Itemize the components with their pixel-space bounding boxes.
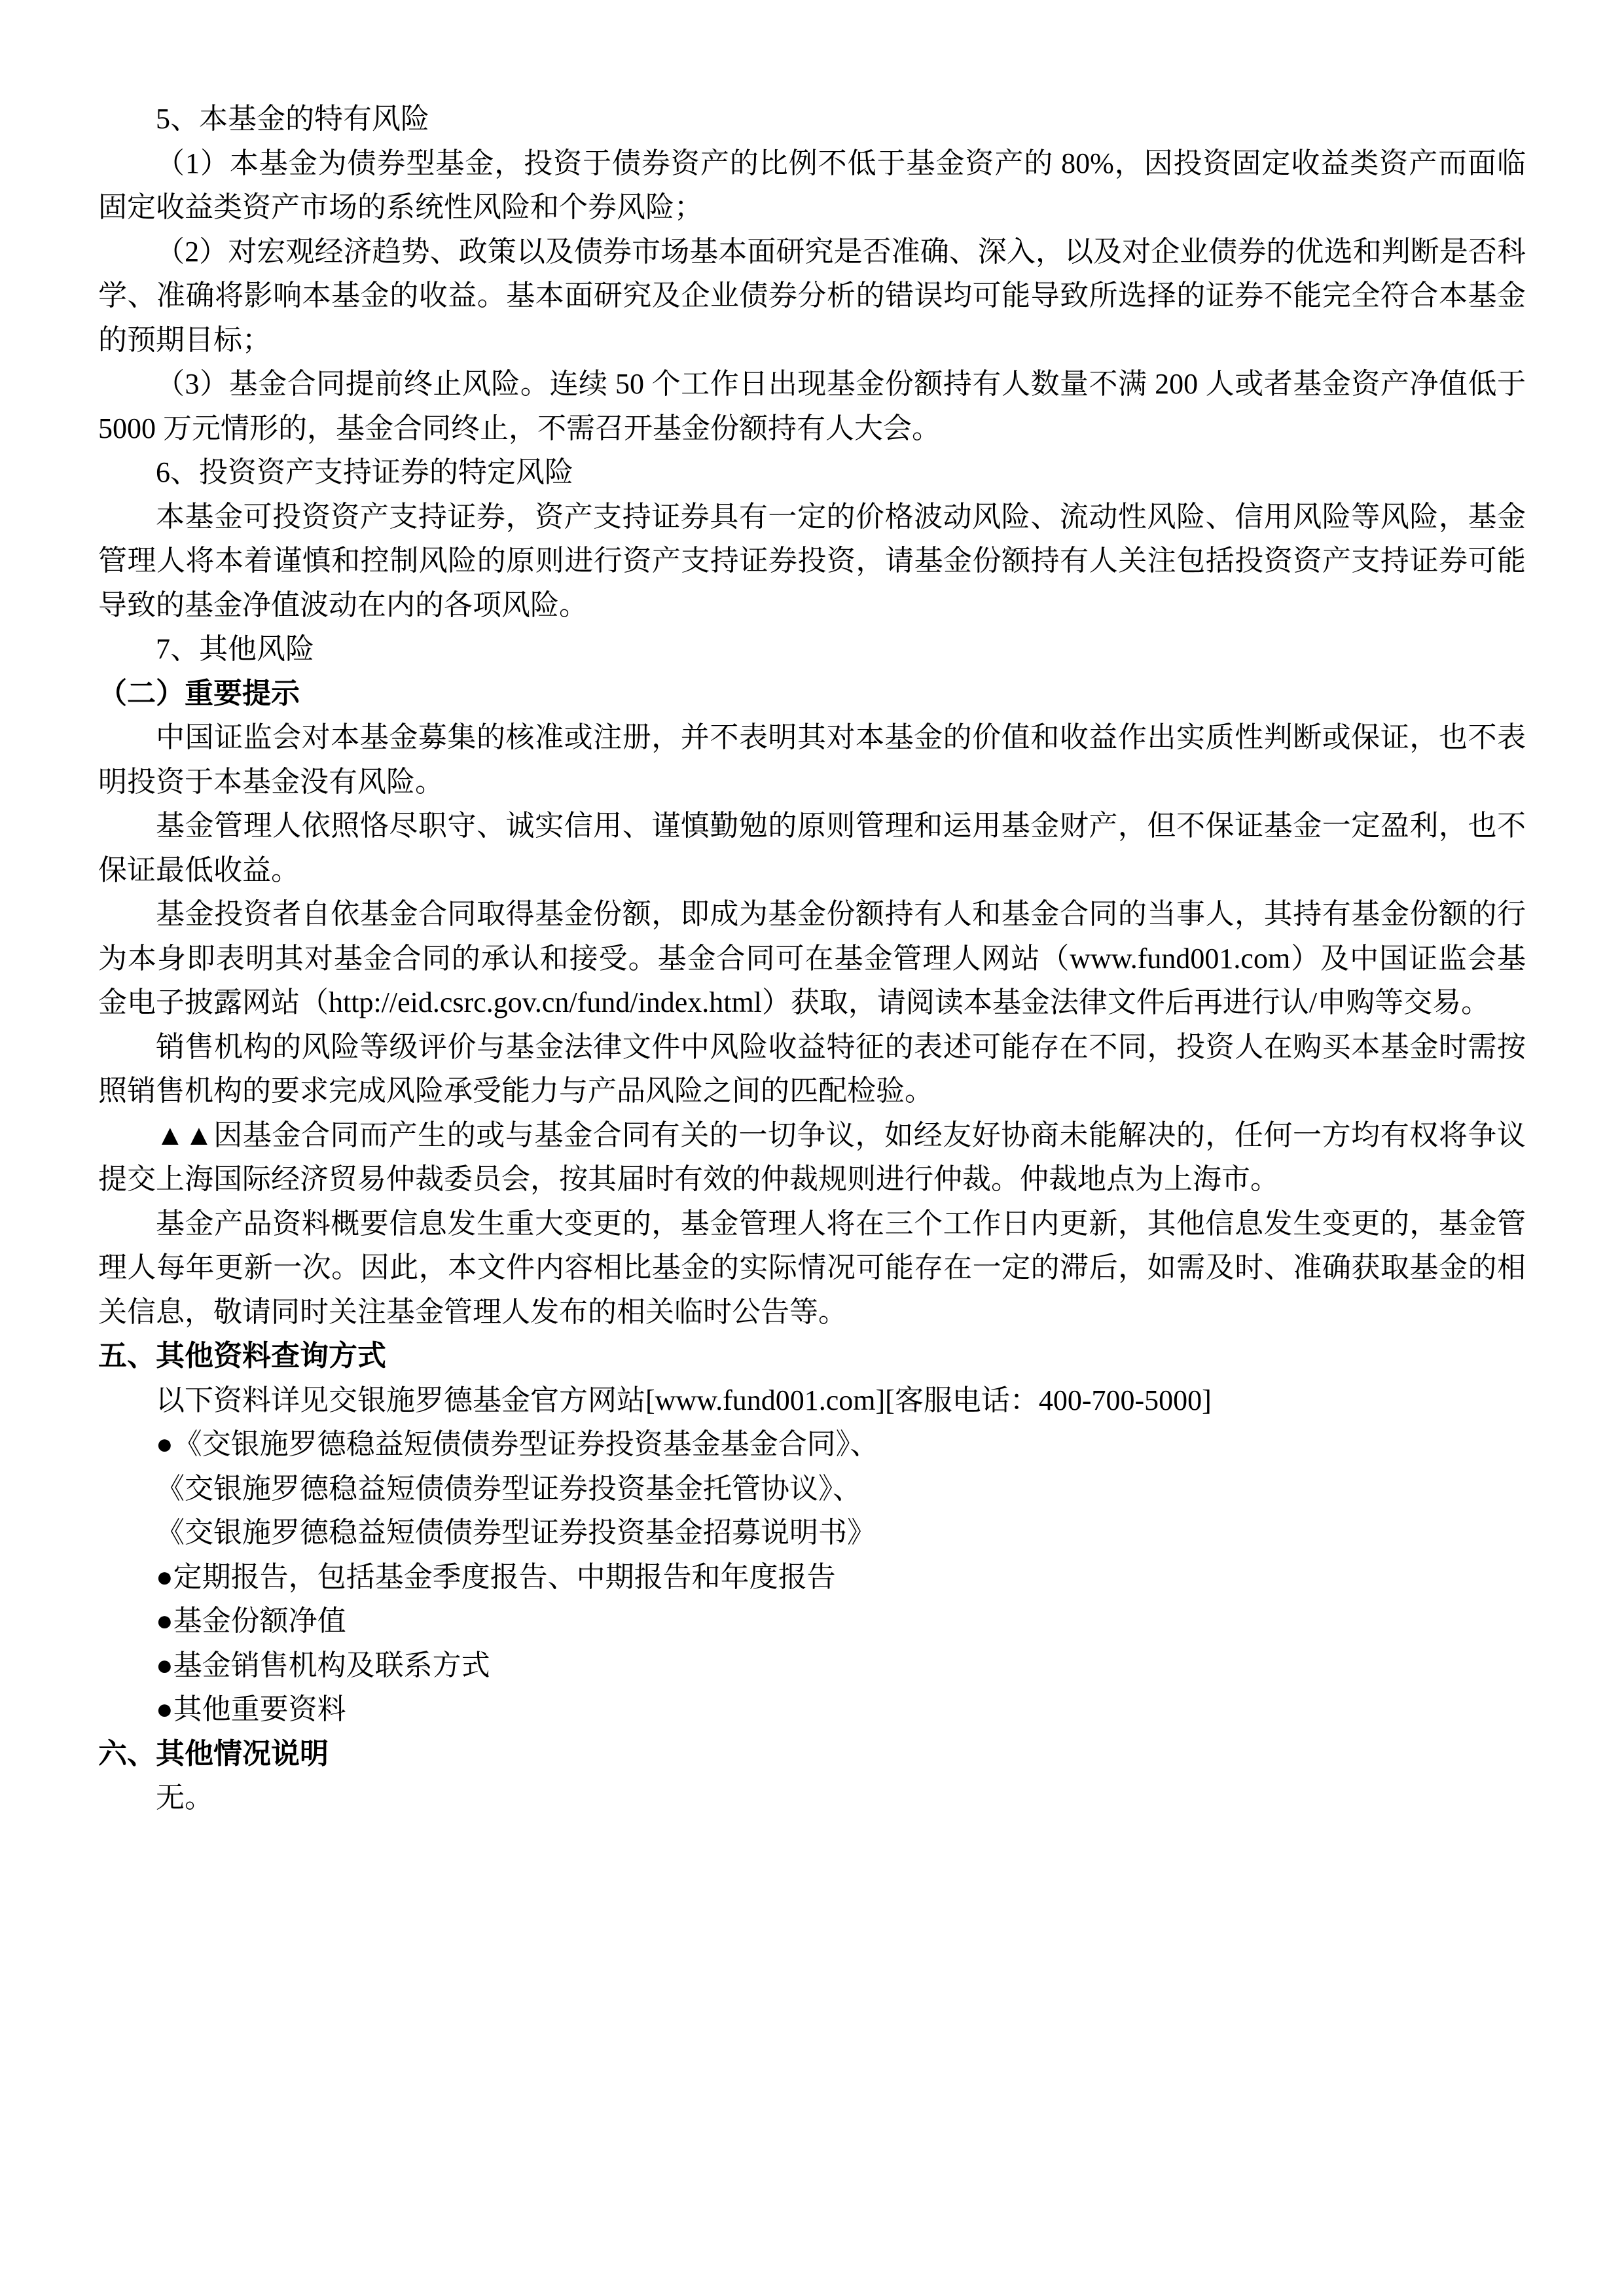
bullet-item: ●基金份额净值 xyxy=(156,1605,346,1637)
bullet-item: ●基金销售机构及联系方式 xyxy=(156,1649,490,1681)
paragraph: 基金管理人依照恪尽职守、诚实信用、谨慎勤勉的原则管理和运用基金财产，但不保证基金一定盈利，也不保证最低收益。 xyxy=(98,810,1526,886)
text-line: 6、投资资产支持证券的特定风险 xyxy=(156,456,573,488)
bullet-item: ●定期报告，包括基金季度报告、中期报告和年度报告 xyxy=(156,1560,836,1593)
paragraph: （1）本基金为债券型基金，投资于债券资产的比例不低于基金资产的 80%，因投资固定收益类资产而面临固定收益类资产市场的系统性风险和个券风险； xyxy=(98,147,1526,223)
text-line: 以下资料详见交银施罗德基金官方网站[www.fund001.com][客服电话：400-700-5000] xyxy=(156,1384,1212,1416)
paragraph: 本基金可投资资产支持证券，资产支持证券具有一定的价格波动风险、流动性风险、信用风险等风险，基金管理人将本着谨慎和控制风险的原则进行资产支持证券投资，请基金份额持有人关注包括投资资产支持证券可能导致的基金净值波动在内的各项风险。 xyxy=(98,500,1526,621)
bullet-item: ●其他重要资料 xyxy=(156,1693,346,1725)
paragraph: （2）对宏观经济趋势、政策以及债券市场基本面研究是否准确、深入，以及对企业债券的优选和判断是否科学、准确将影响本基金的收益。基本面研究及企业债券分析的错误均可能导致所选择的证券不能完全符合本基金的预期目标； xyxy=(98,235,1526,356)
paragraph: 基金投资者自依基金合同取得基金份额，即成为基金份额持有人和基金合同的当事人，其持有基金份额的行为本身即表明其对基金合同的承认和接受。基金合同可在基金管理人网站（www.fund001.com）及中国证监会基金电子披露网站（http://eid.csrc.gov.cn/fund/index.html）获取，请阅读本基金法律文件后再进行认/申购等交易。 xyxy=(98,898,1526,1018)
text-line: 5、本基金的特有风险 xyxy=(156,103,429,135)
text-line: 无。 xyxy=(156,1782,213,1814)
text-line: 7、其他风险 xyxy=(156,633,314,665)
paragraph: （3）基金合同提前终止风险。连续 50 个工作日出现基金份额持有人数量不满 200 人或者基金资产净值低于 5000 万元情形的，基金合同终止，不需召开基金份额持有人大会。 xyxy=(98,368,1526,444)
paragraph: 基金产品资料概要信息发生重大变更的，基金管理人将在三个工作日内更新，其他信息发生变更的，基金管理人每年更新一次。因此，本文件内容相比基金的实际情况可能存在一定的滞后，如需及时、准确获取基金的相关信息，敬请同时关注基金管理人发布的相关临时公告等。 xyxy=(98,1207,1526,1328)
section-heading: 五、其他资料查询方式 xyxy=(98,1340,386,1372)
paragraph: 销售机构的风险等级评价与基金法律文件中风险收益特征的表述可能存在不同，投资人在购买本基金时需按照销售机构的要求完成风险承受能力与产品风险之间的匹配检验。 xyxy=(98,1030,1526,1107)
document-content xyxy=(98,97,1526,1820)
paragraph: ▲▲因基金合同而产生的或与基金合同有关的一切争议，如经友好协商未能解决的，任何一方均有权将争议提交上海国际经济贸易仲裁委员会，按其届时有效的仲裁规则进行仲裁。仲裁地点为上海市。 xyxy=(98,1119,1526,1195)
text-line: 《交银施罗德稳益短债债券型证券投资基金招募说明书》 xyxy=(156,1516,876,1549)
text-line: 《交银施罗德稳益短债债券型证券投资基金托管协议》、 xyxy=(156,1472,861,1505)
section-heading: 六、其他情况说明 xyxy=(98,1737,329,1770)
paragraph: 中国证监会对本基金募集的核准或注册，并不表明其对本基金的价值和收益作出实质性判断或保证，也不表明投资于本基金没有风险。 xyxy=(98,721,1526,798)
section-heading: （二）重要提示 xyxy=(98,677,300,709)
bullet-item: ●《交银施罗德稳益短债债券型证券投资基金基金合同》、 xyxy=(156,1428,879,1460)
